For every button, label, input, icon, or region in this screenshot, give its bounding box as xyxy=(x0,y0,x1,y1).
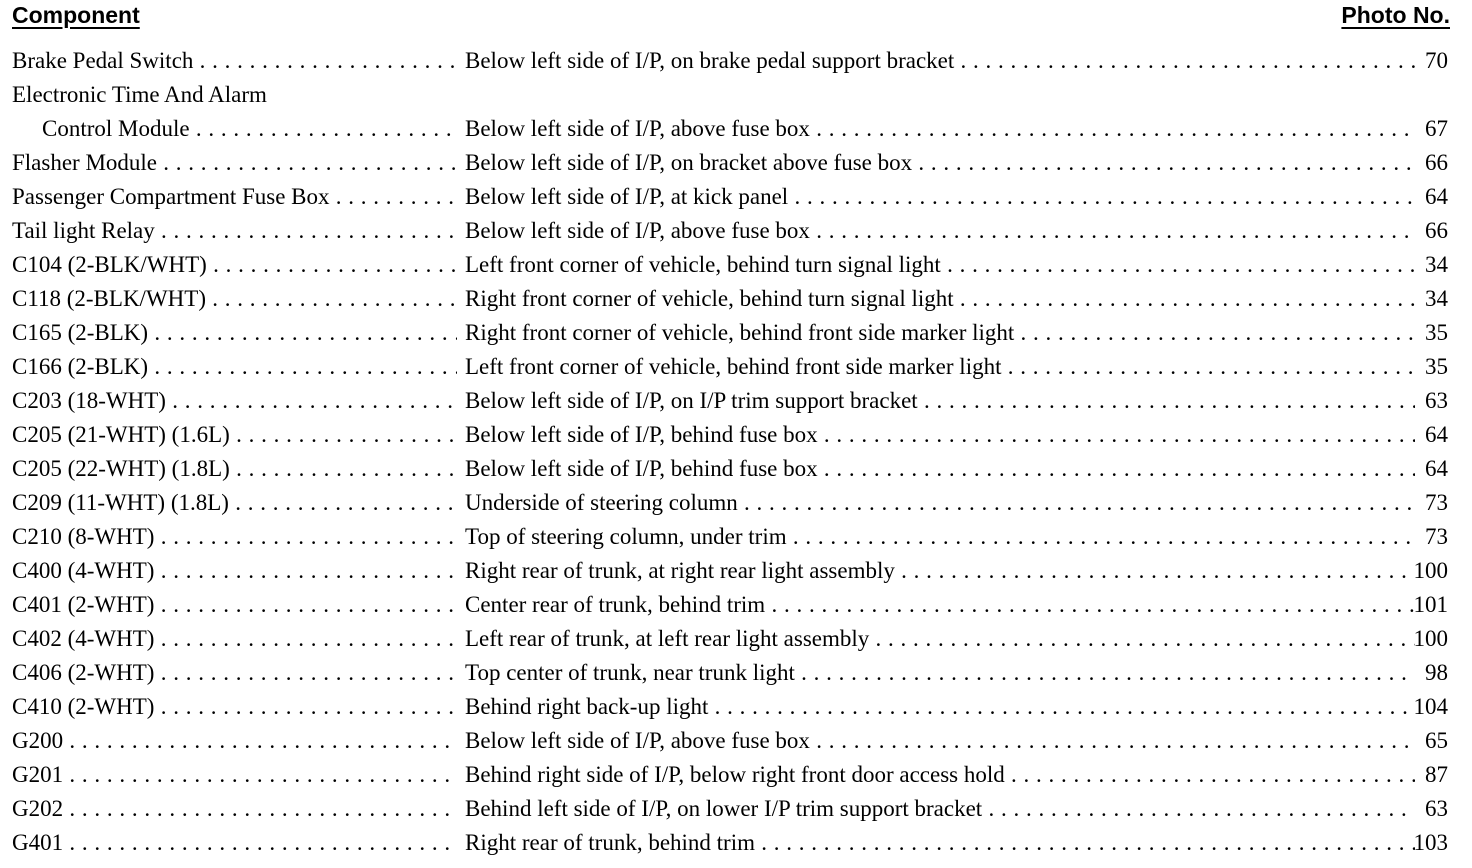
photo-number: 87 xyxy=(1425,762,1448,787)
component-name: C402 (4-WHT) . . . xyxy=(12,622,457,656)
component-location: Below left side of I/P, above fuse box . . . xyxy=(465,112,1415,146)
photo-number: 73 xyxy=(1425,490,1448,515)
component-location: Behind left side of I/P, on lower I/P trim support bracket . . . xyxy=(465,792,1415,826)
table-row xyxy=(0,690,1472,724)
component-name: C165 (2-BLK) . . . xyxy=(12,316,457,350)
component-location: Below left side of I/P, on brake pedal support bracket . . . xyxy=(465,44,1415,78)
photo-number: 35 xyxy=(1425,320,1448,345)
photo-number: 101 xyxy=(1413,592,1448,617)
component-name: G200 . . . xyxy=(12,724,457,758)
table-row xyxy=(0,520,1472,554)
photo-number: 64 xyxy=(1425,456,1448,481)
table-row xyxy=(0,452,1472,486)
photo-number: 70 xyxy=(1425,48,1448,73)
component-name: C166 (2-BLK) . . . xyxy=(12,350,457,384)
component-name: Control Module . . . xyxy=(42,112,457,146)
component-location: Right rear of trunk, at right rear light assembly . . . xyxy=(465,554,1415,588)
component-location: Below left side of I/P, behind fuse box . . . xyxy=(465,418,1415,452)
component-location: Top of steering column, under trim . . . xyxy=(465,520,1415,554)
table-row xyxy=(0,622,1472,656)
component-name: C210 (8-WHT) . . . xyxy=(12,520,457,554)
component-location: Underside of steering column . . . xyxy=(465,486,1415,520)
photo-number: 104 xyxy=(1413,694,1448,719)
photo-number: 63 xyxy=(1425,388,1448,413)
component-location: Right rear of trunk, behind trim . . . xyxy=(465,826,1415,860)
photo-number: 66 xyxy=(1425,150,1448,175)
component-name: C205 (21-WHT) (1.6L) . . . xyxy=(12,418,457,452)
component-location: Below left side of I/P, at kick panel . . . xyxy=(465,180,1415,214)
photo-number: 103 xyxy=(1413,830,1448,855)
photo-number: 35 xyxy=(1425,354,1448,379)
component-name: C209 (11-WHT) (1.8L) . . . xyxy=(12,486,457,520)
table-row xyxy=(0,214,1472,248)
photo-number: 67 xyxy=(1425,116,1448,141)
component-location: Left rear of trunk, at left rear light assembly . . . xyxy=(465,622,1415,656)
component-name: G201 . . . xyxy=(12,758,457,792)
component-name: C104 (2-BLK/WHT) . . . xyxy=(12,248,457,282)
component-location: Below left side of I/P, above fuse box . . . xyxy=(465,214,1415,248)
photo-number: 34 xyxy=(1425,252,1448,277)
component-location: Behind right side of I/P, below right front door access hold . . . xyxy=(465,758,1415,792)
table-row xyxy=(0,418,1472,452)
table-row xyxy=(0,758,1472,792)
component-name: C401 (2-WHT) . . . xyxy=(12,588,457,622)
component-location: Behind right back-up light . . . xyxy=(465,690,1415,724)
table-row xyxy=(0,316,1472,350)
component-location: Center rear of trunk, behind trim . . . xyxy=(465,588,1415,622)
component-name: Electronic Time And Alarm xyxy=(12,82,267,107)
table-row xyxy=(0,384,1472,418)
component-name: C203 (18-WHT) . . . xyxy=(12,384,457,418)
table-row xyxy=(0,180,1472,214)
component-location-table xyxy=(0,44,1472,860)
photo-number: 73 xyxy=(1425,524,1448,549)
table-row xyxy=(0,112,1472,146)
table-row xyxy=(0,350,1472,384)
photo-number: 64 xyxy=(1425,422,1448,447)
photo-number-column-header: Photo No. xyxy=(1341,2,1450,28)
component-location: Top center of trunk, near trunk light . . . xyxy=(465,656,1415,690)
table-row xyxy=(0,44,1472,78)
photo-number: 64 xyxy=(1425,184,1448,209)
component-location: Below left side of I/P, on I/P trim support bracket . . . xyxy=(465,384,1415,418)
component-location: Below left side of I/P, behind fuse box . . . xyxy=(465,452,1415,486)
component-name: Brake Pedal Switch . . . xyxy=(12,44,457,78)
table-row xyxy=(0,554,1472,588)
table-row xyxy=(0,146,1472,180)
component-name: C205 (22-WHT) (1.8L) . . . xyxy=(12,452,457,486)
photo-number: 65 xyxy=(1425,728,1448,753)
table-row xyxy=(0,826,1472,860)
component-name: C410 (2-WHT) . . . xyxy=(12,690,457,724)
photo-number: 98 xyxy=(1425,660,1448,685)
component-name: G401 . . . xyxy=(12,826,457,860)
table-row xyxy=(0,588,1472,622)
photo-number: 66 xyxy=(1425,218,1448,243)
component-name: G202 . . . xyxy=(12,792,457,826)
component-name: Passenger Compartment Fuse Box . . . xyxy=(12,180,457,214)
component-name: C406 (2-WHT) . . . xyxy=(12,656,457,690)
photo-number: 63 xyxy=(1425,796,1448,821)
component-name: Tail light Relay . . . xyxy=(12,214,457,248)
table-row xyxy=(0,724,1472,758)
photo-number: 100 xyxy=(1413,626,1448,651)
component-location: Left front corner of vehicle, behind front side marker light . . . xyxy=(465,350,1415,384)
table-row xyxy=(0,248,1472,282)
component-name: C118 (2-BLK/WHT) . . . xyxy=(12,282,457,316)
table-row xyxy=(0,78,1472,112)
component-location: Right front corner of vehicle, behind turn signal light . . . xyxy=(465,282,1415,316)
component-location: Right front corner of vehicle, behind front side marker light . . . xyxy=(465,316,1415,350)
table-row xyxy=(0,282,1472,316)
table-row xyxy=(0,792,1472,826)
table-row xyxy=(0,486,1472,520)
component-name: Flasher Module . . . xyxy=(12,146,457,180)
photo-number: 34 xyxy=(1425,286,1448,311)
component-location: Left front corner of vehicle, behind turn signal light . . . xyxy=(465,248,1415,282)
component-location: Below left side of I/P, on bracket above fuse box . . . xyxy=(465,146,1415,180)
component-name: C400 (4-WHT) . . . xyxy=(12,554,457,588)
table-row xyxy=(0,656,1472,690)
photo-number: 100 xyxy=(1413,558,1448,583)
component-location: Below left side of I/P, above fuse box . . . xyxy=(465,724,1415,758)
component-column-header: Component xyxy=(12,2,140,28)
